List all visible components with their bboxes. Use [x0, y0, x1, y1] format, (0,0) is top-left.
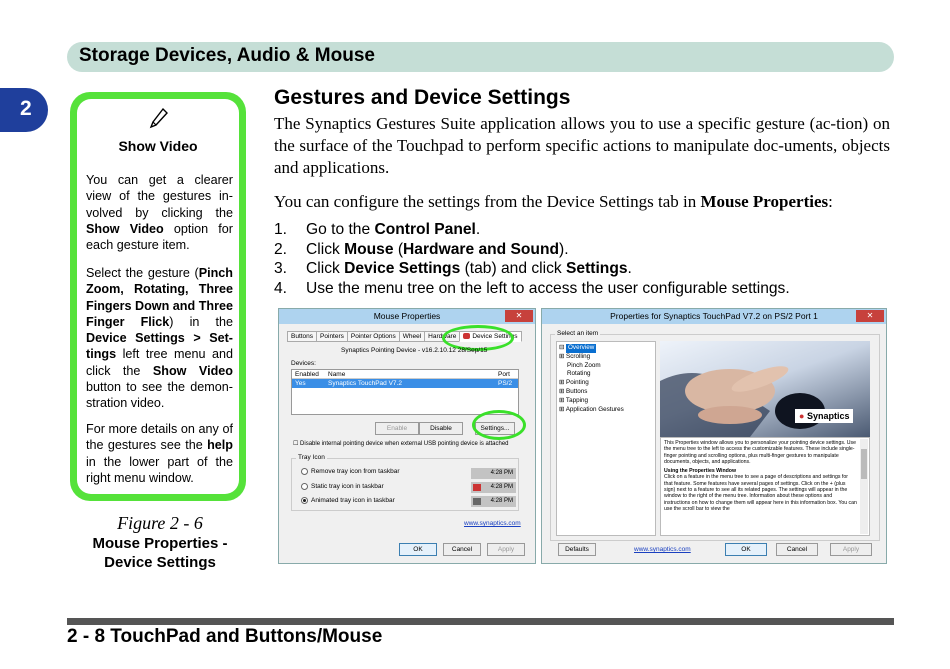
clock-time: 4:28 PM [490, 498, 513, 504]
apply-button[interactable]: Apply [830, 543, 872, 556]
step-number: 3. [274, 260, 288, 278]
figure-caption: Figure 2 - 6 [117, 513, 203, 533]
text-run: . [627, 260, 632, 278]
row-name: Synaptics TouchPad V7.2 [328, 380, 402, 387]
touchpad-photo [660, 341, 870, 437]
logo-mark-icon: ● [799, 411, 805, 421]
synaptics-properties-window [541, 308, 887, 564]
step-text [306, 279, 790, 299]
tray-option-label: Animated tray icon in taskbar [311, 497, 395, 505]
text-run: You can get a clearer view of the gestures in-volved by clicking the [86, 173, 233, 220]
text-run: Select the gesture ( [86, 266, 199, 280]
close-button[interactable]: ✕ [856, 310, 884, 322]
text-run: Click [306, 260, 345, 278]
synaptics-properties-titlebar [542, 309, 886, 324]
text-run: . [475, 221, 481, 238]
clock-preview [471, 496, 516, 507]
figure-title [72, 534, 248, 572]
text-run: For more details on any of the gestures see the [86, 422, 233, 453]
synaptics-logo [795, 409, 853, 423]
tray-option-label: Remove tray icon from taskbar [311, 468, 400, 476]
cancel-button[interactable]: Cancel [776, 543, 818, 556]
tree-item-rotating[interactable] [559, 370, 653, 379]
text-run: : [828, 192, 833, 211]
note-box-inner [77, 99, 239, 494]
help-scrollbar[interactable] [860, 439, 868, 534]
step-text [306, 259, 632, 279]
section-title: Gestures and Device Settings [274, 86, 571, 109]
tab-pointer-options[interactable]: Pointer Options [347, 331, 400, 342]
note-paragraph-2 [86, 265, 233, 412]
tree-item-pinch-zoom[interactable] [559, 362, 653, 371]
step-item [274, 220, 790, 240]
devices-table-header [292, 370, 518, 379]
step-number: 2. [274, 240, 288, 258]
bold-text: Show Video [86, 221, 164, 236]
tab-device-settings-label: Device Settings [472, 333, 518, 340]
note-paragraph-3 [86, 421, 233, 486]
animated-tray-icon [473, 498, 481, 505]
mouse-properties-title: Mouse Properties [373, 311, 441, 321]
tree-item-buttons[interactable]: ⊞ Buttons [559, 387, 588, 395]
tray-option-static[interactable] [301, 483, 384, 490]
figure-title-line-2: Device Settings [104, 554, 216, 571]
footer-page-label: 2 - 8 TouchPad and Buttons/Mouse [67, 626, 383, 647]
step-item [274, 259, 790, 279]
text-run: Go to the [306, 221, 375, 238]
tree-item-label: Pointing [566, 379, 589, 387]
tree-item-overview[interactable]: ⊟ Overview [559, 344, 595, 351]
col-name: Name [328, 371, 346, 378]
tab-wheel[interactable]: Wheel [399, 331, 425, 342]
bold-text: Hardware and Sound [403, 240, 560, 258]
step-text [306, 240, 569, 260]
close-button[interactable]: ✕ [505, 310, 533, 322]
text-run: ( [393, 240, 404, 258]
header-title: Storage Devices, Audio & Mouse [79, 45, 375, 66]
text-run: ). [559, 240, 569, 258]
bold-text: Pinch Zoom, Rotating, Three Fingers Down and Three Finger Flick [86, 266, 233, 329]
tab-pointers[interactable]: Pointers [316, 331, 348, 342]
disable-button[interactable]: Disable [419, 422, 463, 435]
bold-text: Device Settings [344, 260, 461, 278]
table-row[interactable] [292, 379, 518, 388]
text-run: option for each gesture item. [86, 221, 233, 253]
text-run: in the lower part of the right menu window. [86, 454, 233, 485]
text-run: ) in the [169, 314, 233, 329]
tray-group-label: Tray Icon [298, 454, 325, 461]
synaptics-properties-title: Properties for Synaptics TouchPad V7.2 on PS/2 Port 1 [610, 311, 818, 321]
mouse-properties-window [278, 308, 536, 564]
enable-button[interactable]: Enable [375, 422, 419, 435]
bold-text: Device Settings > Set-tings [86, 331, 233, 362]
highlight-ring-settings [472, 410, 526, 440]
note-title: Show Video [118, 138, 198, 154]
menu-tree [556, 341, 656, 536]
tree-item-label: Tapping [565, 396, 588, 404]
clock-preview [471, 482, 516, 493]
note-paragraph-1 [86, 172, 233, 253]
tree-item-scrolling[interactable]: ⊞ Scrolling [559, 352, 591, 360]
driver-info: Synaptics Pointing Device - v16.2.10.12 28/Sep/15 [341, 347, 488, 354]
chapter-number: 2 [20, 97, 32, 120]
steps-list [274, 220, 790, 298]
synaptics-link[interactable]: www.synaptics.com [464, 520, 521, 527]
cancel-button[interactable]: Cancel [443, 543, 481, 556]
row-port: PS/2 [498, 380, 513, 387]
text-run: left tree menu and click the [86, 347, 233, 378]
clock-preview: 4:28 PM [471, 468, 516, 479]
text-run: Use the menu tree on the left to access the user configurable settings. [306, 279, 790, 297]
text-run: You can configure the settings from the Device Settings tab in [274, 192, 701, 211]
footer-rule [67, 618, 894, 625]
tab-hardware[interactable]: Hardware [424, 331, 460, 342]
tree-item-label: Scrolling [566, 352, 591, 360]
tray-option-remove[interactable] [301, 468, 400, 475]
row-enabled: Yes [295, 380, 306, 387]
step-number: 4. [274, 279, 288, 297]
tree-item-label: Application Gestures [565, 405, 624, 413]
tray-option-label: Static tray icon in taskbar [311, 483, 384, 491]
text-run: Click [306, 240, 345, 258]
col-enabled: Enabled [295, 371, 319, 378]
bold-text: help [207, 438, 233, 453]
logo-text: Synaptics [806, 411, 850, 421]
bold-text: Settings [566, 260, 628, 278]
help-paragraph-1: This Properties window allows you to personalize your pointing device settings. Use the menu tree to the left to access the customizable features. These include single-finger pointing and scrolling options, plus multi-finger gestures to manipulate documents, objects, and applications. [664, 440, 857, 465]
step-item [274, 279, 790, 299]
text-run: (tab) and click [460, 260, 566, 278]
header-bar [67, 42, 894, 72]
tree-item-pointing[interactable]: ⊞ Pointing [559, 379, 589, 387]
step-text [306, 220, 480, 240]
bold-text: Control Panel [374, 221, 476, 238]
devices-table [291, 369, 519, 415]
bold-text: Mouse [344, 240, 394, 258]
col-port: Port [498, 371, 510, 378]
intro-paragraph: The Synaptics Gestures Suite application allows you to use a specific gesture (ac-tion) on the surface of the Touchpad to perform specific actions to manipulate doc-uments, objects and applications. [274, 114, 890, 177]
step-item [274, 240, 790, 260]
bold-text: Show Video [152, 363, 233, 378]
settings-button[interactable]: Settings... [475, 422, 515, 435]
tab-buttons[interactable]: Buttons [287, 331, 317, 342]
apply-button[interactable]: Apply [487, 543, 525, 556]
disable-internal-checkbox[interactable]: ☐ Disable internal pointing device when external USB pointing device is attached [293, 441, 509, 447]
synaptics-link[interactable]: www.synaptics.com [634, 546, 691, 553]
text-run: button to see the demon-stration video. [86, 380, 233, 411]
config-paragraph [274, 191, 890, 213]
tray-option-animated[interactable] [301, 497, 395, 504]
ok-button[interactable]: OK [399, 543, 437, 556]
clock-time: 4:28 PM [490, 484, 513, 490]
figure-title-line-1: Mouse Properties - [92, 535, 228, 552]
bold-text: Mouse Properties [700, 192, 829, 211]
pen-icon [149, 107, 169, 129]
help-heading: Using the Properties Window [664, 468, 737, 475]
tree-item-label: Rotating [567, 370, 591, 378]
ok-button[interactable]: OK [725, 543, 767, 556]
tree-item-label: Buttons [566, 387, 588, 395]
tree-item-label: Pinch Zoom [567, 361, 601, 369]
step-number: 1. [274, 221, 288, 238]
disable-internal-label: Disable internal pointing device when external USB pointing device is attached [300, 441, 509, 447]
tree-item-application-gestures[interactable]: ⊞ Application Gestures [559, 405, 624, 413]
defaults-button[interactable]: Defaults [558, 543, 596, 556]
note-box [70, 92, 246, 501]
scrollbar-thumb[interactable] [861, 449, 867, 479]
help-paragraph-2: Click on a feature in the menu tree to see a page of descriptions and settings for that feature. Some features have several pages of settings. Click on the + (plus sign) next to a feature to see all its related pages. The settings will appear in the window to the right of the menu tree. Information about these options and instructions on how to change them will appear here in this information box. You can use the scroll bar to view the [664, 474, 857, 512]
tree-item-label: Overview [568, 344, 595, 351]
mouse-properties-titlebar [279, 309, 535, 324]
devices-label: Devices: [291, 360, 316, 367]
select-item-label: Select an item [557, 330, 599, 337]
synaptics-tray-icon [473, 484, 481, 491]
chapter-tab [0, 88, 48, 132]
tree-item-tapping[interactable]: ⊞ Tapping [559, 396, 588, 404]
help-info-box [660, 437, 870, 536]
